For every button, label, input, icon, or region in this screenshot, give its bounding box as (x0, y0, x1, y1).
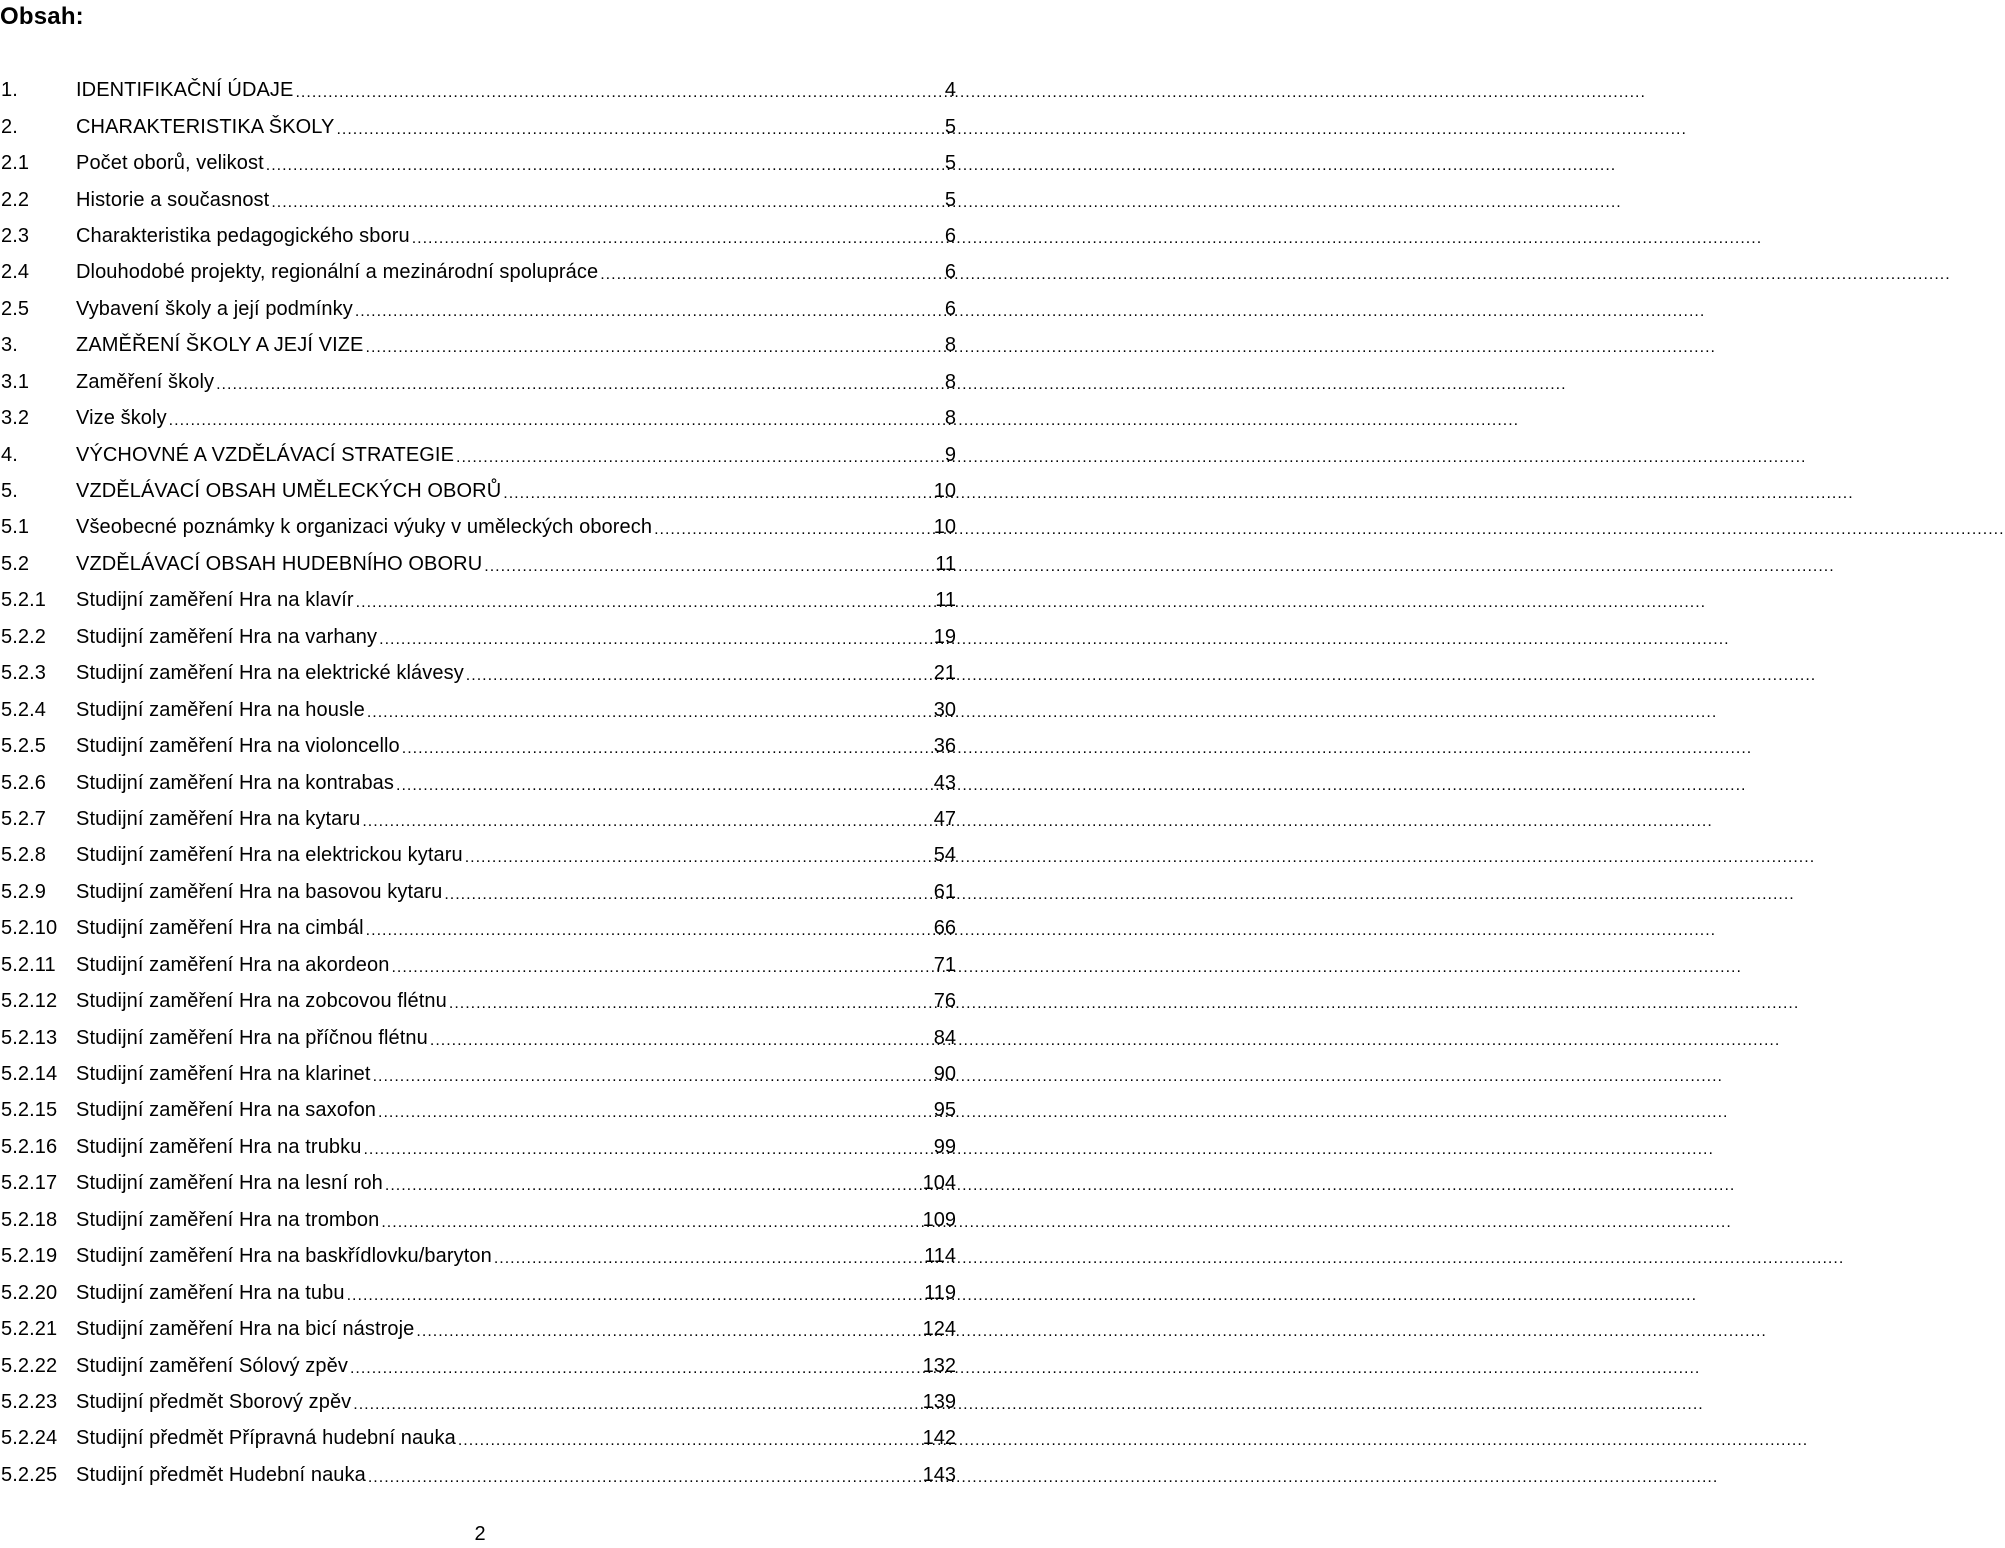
toc-entry[interactable] (0, 910, 960, 946)
toc-entry-page: 5 (944, 152, 956, 175)
toc-entry[interactable] (0, 582, 960, 618)
toc-entry[interactable] (0, 181, 960, 217)
toc-dot-leader (458, 1429, 921, 1453)
toc-entry[interactable] (0, 327, 960, 363)
toc-dot-leader (654, 518, 930, 542)
toc-entry[interactable] (0, 436, 960, 472)
toc-entry-title: Historie a současnost (76, 188, 270, 211)
toc-entry-page: 10 (933, 516, 956, 539)
toc-entry-page: 142 (922, 1427, 956, 1450)
page-title: Obsah: (0, 3, 84, 30)
toc-entry-page: 6 (944, 261, 956, 284)
toc-dot-leader (494, 1247, 922, 1271)
toc-entry-number: 5.2.2 (1, 625, 46, 648)
toc-entry-page: 8 (944, 334, 956, 357)
toc-entry-number: 3. (1, 334, 18, 357)
toc-entry-title: Studijní zaměření Hra na kytaru (76, 807, 361, 830)
toc-entry[interactable] (0, 1420, 960, 1456)
toc-entry-page: 6 (944, 297, 956, 320)
toc-dot-leader (350, 1357, 921, 1381)
toc-entry-page: 143 (922, 1463, 956, 1486)
toc-entry-title: Dlouhodobé projekty, regionální a mezinárodní spolupráce (76, 261, 599, 284)
toc-entry-page: 90 (933, 1063, 956, 1086)
page-number: 2 (474, 1523, 486, 1545)
toc-entry-page: 30 (933, 698, 956, 721)
toc-entry-number: 3.1 (1, 370, 30, 393)
toc-entry-title: Studijní zaměření Hra na varhany (76, 625, 378, 648)
toc-dot-leader (430, 1029, 930, 1053)
toc-entry[interactable] (0, 728, 960, 764)
toc-dot-leader (266, 154, 930, 178)
toc-entry-page: 139 (922, 1390, 956, 1413)
toc-entry[interactable] (0, 1457, 960, 1493)
toc-entry-number: 5.2.10 (1, 917, 58, 940)
toc-entry[interactable] (0, 764, 960, 800)
toc-entry-number: 5.2.6 (1, 771, 46, 794)
toc-entry-title: Studijní zaměření Hra na saxofon (76, 1099, 377, 1122)
toc-entry[interactable] (0, 1056, 960, 1092)
toc-entry-number: 5.2.8 (1, 844, 46, 867)
toc-entry-page: 8 (944, 370, 956, 393)
toc-entry-number: 5.2.16 (1, 1135, 58, 1158)
toc-dot-leader (347, 1284, 923, 1308)
toc-entry-number: 5.2.13 (1, 1026, 58, 1049)
toc-entry-title: Charakteristika pedagogického sboru (76, 224, 410, 247)
toc-entry-number: 5.1 (1, 516, 30, 539)
toc-dot-leader (373, 1065, 930, 1089)
toc-entry-title: Studijní zaměření Hra na zobcovou flétnu (76, 990, 447, 1013)
toc-dot-leader (378, 1101, 930, 1125)
toc-dot-leader (169, 409, 930, 433)
toc-dot-leader (356, 591, 930, 615)
toc-dot-leader (466, 664, 930, 688)
toc-entry[interactable] (0, 1129, 960, 1165)
toc-entry-number: 2.3 (1, 224, 30, 247)
toc-entry[interactable] (0, 801, 960, 837)
toc-entry-number: 5.2.22 (1, 1354, 58, 1377)
toc-dot-leader (416, 1320, 920, 1344)
toc-dot-leader (444, 883, 930, 907)
toc-entry-page: 9 (944, 443, 956, 466)
toc-entry-page: 61 (933, 880, 956, 903)
toc-entry-number: 2.2 (1, 188, 30, 211)
toc-entry-title: Studijní předmět Přípravná hudební nauka (76, 1427, 456, 1450)
toc-entry-title: Studijní předmět Sborový zpěv (76, 1390, 352, 1413)
toc-entry-number: 5.2.4 (1, 698, 46, 721)
toc-entry-number: 5. (1, 480, 18, 503)
toc-entry[interactable] (0, 145, 960, 181)
toc-entry-title: Studijní zaměření Hra na violoncello (76, 735, 400, 758)
toc-dot-leader (381, 1211, 920, 1235)
toc-entry[interactable] (0, 1165, 960, 1201)
toc-entry[interactable] (0, 1202, 960, 1238)
toc-entry-page: 5 (944, 115, 956, 138)
toc-entry[interactable] (0, 619, 960, 655)
toc-entry-number: 2.5 (1, 297, 30, 320)
table-of-contents (0, 72, 960, 1493)
toc-dot-leader (484, 555, 930, 579)
toc-entry[interactable] (0, 1311, 960, 1347)
toc-entry[interactable] (0, 509, 960, 545)
toc-entry-number: 5.2.20 (1, 1281, 58, 1304)
toc-entry-title: Všeobecné poznámky k organizaci výuky v uměleckých oborech (76, 516, 653, 539)
toc-entry-title: Vybavení školy a její podmínky (76, 297, 353, 320)
toc-dot-leader (402, 737, 930, 761)
toc-dot-leader (449, 992, 930, 1016)
toc-entry[interactable] (0, 1384, 960, 1420)
toc-entry[interactable] (0, 1238, 960, 1274)
toc-entry-page: 84 (933, 1026, 956, 1049)
toc-entry-number: 5.2.18 (1, 1208, 58, 1231)
toc-entry-title: Studijní zaměření Hra na elektrické klávesy (76, 662, 464, 685)
toc-entry-number: 5.2.14 (1, 1063, 58, 1086)
toc-dot-leader (216, 373, 930, 397)
toc-entry-number: 5.2.19 (1, 1245, 58, 1268)
toc-entry-number: 4. (1, 443, 18, 466)
toc-entry-title: ZAMĚŘENÍ ŠKOLY A JEJÍ VIZE (76, 334, 364, 357)
toc-dot-leader (271, 191, 930, 215)
toc-entry-number: 5.2.25 (1, 1463, 58, 1486)
toc-entry-title: Studijní předmět Hudební nauka (76, 1463, 366, 1486)
toc-entry-title: Studijní zaměření Hra na akordeon (76, 953, 390, 976)
toc-entry-title: Zaměření školy (76, 370, 215, 393)
toc-dot-leader (456, 446, 930, 470)
toc-entry-page: 6 (944, 224, 956, 247)
toc-entry[interactable] (0, 1347, 960, 1383)
toc-dot-leader (368, 1466, 921, 1490)
toc-entry-number: 5.2.17 (1, 1172, 58, 1195)
toc-entry-page: 47 (933, 807, 956, 830)
toc-entry-page: 11 (935, 589, 956, 612)
toc-entry[interactable] (0, 364, 960, 400)
toc-entry-title: Studijní zaměření Hra na lesní roh (76, 1172, 383, 1195)
toc-entry-number: 5.2.24 (1, 1427, 58, 1450)
toc-entry-page: 43 (933, 771, 956, 794)
toc-entry[interactable] (0, 218, 960, 254)
toc-entry-page: 10 (933, 480, 956, 503)
toc-entry-number: 5.2.3 (1, 662, 46, 685)
toc-entry[interactable] (0, 254, 960, 290)
toc-entry-page: 66 (933, 917, 956, 940)
toc-entry-title: Studijní zaměření Hra na baskřídlovku/baryton (76, 1245, 492, 1268)
toc-dot-leader (355, 300, 930, 324)
toc-entry-page: 4 (944, 79, 956, 102)
toc-entry-number: 1. (1, 79, 18, 102)
toc-entry-page: 5 (944, 188, 956, 211)
toc-dot-leader (366, 336, 930, 360)
toc-entry-title: IDENTIFIKAČNÍ ÚDAJE (76, 79, 294, 102)
toc-entry-title: VÝCHOVNÉ A VZDĚLÁVACÍ STRATEGIE (76, 443, 455, 466)
toc-entry-page: 71 (933, 953, 956, 976)
toc-entry-number: 5.2.9 (1, 880, 46, 903)
toc-entry-number: 5.2.23 (1, 1390, 58, 1413)
toc-entry-number: 5.2 (1, 552, 30, 575)
toc-entry-title: Studijní zaměření Hra na housle (76, 698, 365, 721)
toc-dot-leader (379, 628, 930, 652)
toc-entry-number: 5.2.12 (1, 990, 58, 1013)
toc-entry-page: 95 (933, 1099, 956, 1122)
toc-entry[interactable] (0, 983, 960, 1019)
toc-dot-leader (391, 956, 930, 980)
toc-dot-leader (396, 774, 930, 798)
toc-dot-leader (295, 81, 930, 105)
toc-entry-title: Studijní zaměření Hra na basovou kytaru (76, 880, 443, 903)
toc-entry-page: 104 (922, 1172, 956, 1195)
toc-entry-page: 109 (922, 1208, 956, 1231)
toc-entry-title: Studijní zaměření Hra na příčnou flétnu (76, 1026, 428, 1049)
toc-entry-title: Studijní zaměření Hra na trombon (76, 1208, 380, 1231)
toc-entry-title: Studijní zaměření Hra na cimbál (76, 917, 364, 940)
toc-entry-page: 36 (933, 735, 956, 758)
toc-entry-title: CHARAKTERISTIKA ŠKOLY (76, 115, 335, 138)
toc-entry-number: 3.2 (1, 407, 30, 430)
toc-entry-title: Studijní zaměření Hra na klavír (76, 589, 354, 612)
toc-entry[interactable] (0, 546, 960, 582)
toc-entry-page: 132 (922, 1354, 956, 1377)
toc-entry-number: 2. (1, 115, 18, 138)
toc-entry-page: 124 (922, 1318, 956, 1341)
toc-entry-page: 21 (933, 662, 956, 685)
toc-entry-title: Počet oborů, velikost (76, 152, 264, 175)
toc-dot-leader (465, 846, 930, 870)
toc-entry[interactable] (0, 473, 960, 509)
toc-entry[interactable] (0, 1019, 960, 1055)
toc-dot-leader (367, 701, 930, 725)
toc-entry[interactable] (0, 1274, 960, 1310)
toc-dot-leader (362, 810, 930, 834)
toc-entry[interactable] (0, 691, 960, 727)
toc-dot-leader (600, 263, 930, 287)
toc-entry-title: Studijní zaměření Hra na trubku (76, 1135, 362, 1158)
toc-entry-number: 5.2.15 (1, 1099, 58, 1122)
toc-dot-leader (385, 1174, 921, 1198)
toc-entry-title: Studijní zaměření Sólový zpěv (76, 1354, 348, 1377)
toc-dot-leader (366, 919, 930, 943)
toc-entry[interactable] (0, 108, 960, 144)
toc-entry-title: Studijní zaměření Hra na klarinet (76, 1063, 371, 1086)
toc-entry[interactable] (0, 291, 960, 327)
toc-dot-leader (353, 1393, 920, 1417)
toc-entry-page: 8 (944, 407, 956, 430)
toc-dot-leader (412, 227, 930, 251)
toc-entry-number: 5.2.1 (1, 589, 46, 612)
toc-entry-title: VZDĚLÁVACÍ OBSAH UMĚLECKÝCH OBORŮ (76, 480, 502, 503)
toc-entry-title: VZDĚLÁVACÍ OBSAH HUDEBNÍHO OBORU (76, 552, 483, 575)
toc-entry-number: 5.2.5 (1, 735, 46, 758)
toc-entry-title: Vize školy (76, 407, 167, 430)
toc-dot-leader (363, 1138, 930, 1162)
toc-entry-number: 5.2.7 (1, 807, 46, 830)
toc-entry[interactable] (0, 837, 960, 873)
toc-entry-page: 76 (933, 990, 956, 1013)
toc-entry[interactable] (0, 874, 960, 910)
toc-entry-number: 5.2.21 (1, 1318, 58, 1341)
toc-entry[interactable] (0, 655, 960, 691)
toc-entry-page: 11 (935, 552, 956, 575)
toc-entry[interactable] (0, 1092, 960, 1128)
toc-entry-number: 2.1 (1, 152, 30, 175)
toc-entry-title: Studijní zaměření Hra na elektrickou kytaru (76, 844, 463, 867)
toc-entry-number: 5.2.11 (1, 953, 56, 976)
toc-entry-page: 99 (933, 1135, 956, 1158)
toc-entry-title: Studijní zaměření Hra na bicí nástroje (76, 1318, 415, 1341)
toc-entry-title: Studijní zaměření Hra na kontrabas (76, 771, 395, 794)
toc-entry[interactable] (0, 72, 960, 108)
toc-entry-page: 54 (933, 844, 956, 867)
toc-entry[interactable] (0, 400, 960, 436)
toc-entry-title: Studijní zaměření Hra na tubu (76, 1281, 345, 1304)
toc-entry-page: 19 (933, 625, 956, 648)
toc-dot-leader (336, 118, 930, 142)
toc-dot-leader (503, 482, 930, 506)
toc-entry-page: 119 (924, 1281, 956, 1304)
toc-entry-number: 2.4 (1, 261, 30, 284)
toc-entry-page: 114 (924, 1245, 956, 1268)
toc-entry[interactable] (0, 947, 960, 983)
